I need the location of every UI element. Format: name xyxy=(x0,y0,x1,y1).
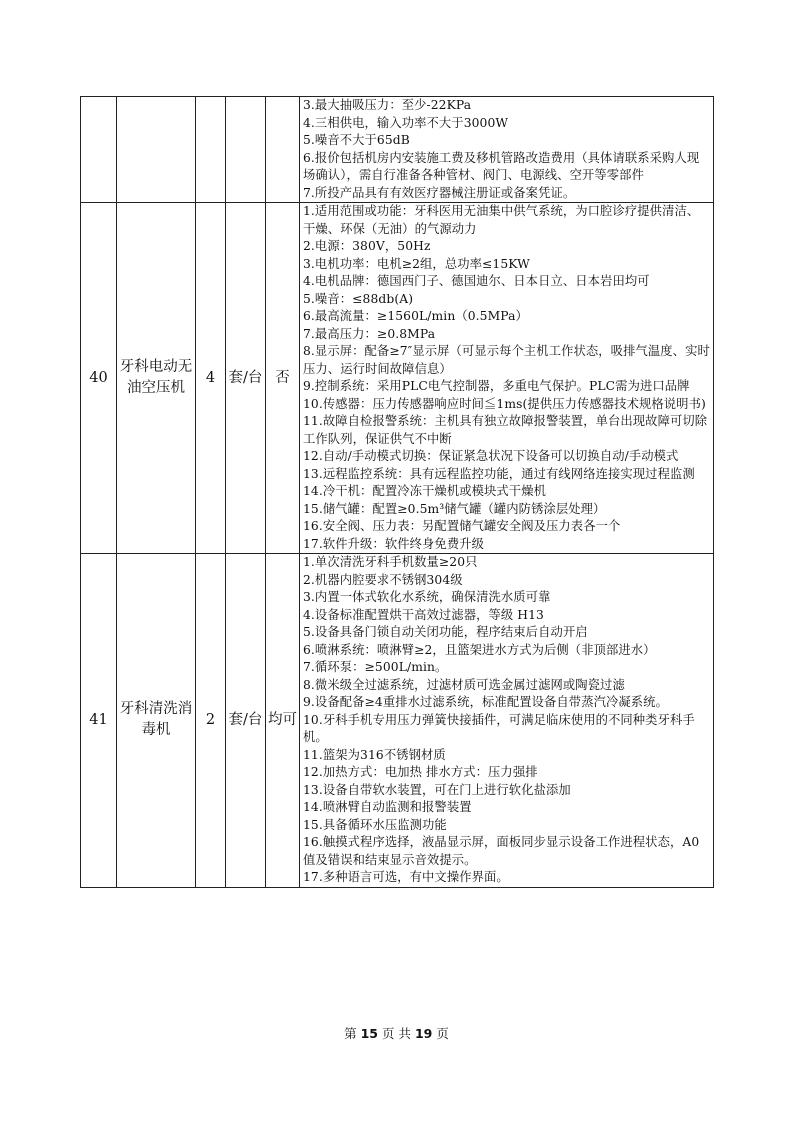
footer-page-number: 15 xyxy=(360,1026,379,1041)
requirement-line: 14.喷淋臂自动监测和报警装置 xyxy=(303,800,472,814)
requirement-line: 7.循环泵：≥500L/min。 xyxy=(303,660,448,674)
requirement-line: 17.软件升级：软件终身免费升级 xyxy=(303,536,485,551)
table-row-41 xyxy=(81,554,714,888)
item-imported: 均可 xyxy=(266,554,300,888)
requirement-line: 7.最高压力：≥0.8MPa xyxy=(303,326,436,341)
requirement-line: 4.电机品牌：德国西门子、德国迪尔、日本日立、日本岩田均可 xyxy=(303,274,650,288)
requirement-line: 3.电机功率：电机≥2组，总功率≤15KW xyxy=(303,256,530,271)
document-page xyxy=(80,96,713,888)
requirement-line: 7.所投产品具有有效医疗器械注册证或备案凭证。 xyxy=(303,185,576,200)
item-name: 牙科清洗消毒机 xyxy=(117,554,196,888)
item-name: 牙科电动无油空压机 xyxy=(117,203,196,554)
requirement-line: 9.设备配备≥4重排水过滤系统，标准配置设备自带蒸汽冷凝系统。 xyxy=(303,695,668,709)
requirement-line: 10.传感器：压力传感器响应时间≦1ms(提供压力传感器技术规格说明书) xyxy=(303,396,706,411)
table-row-40 xyxy=(81,203,714,554)
requirement-line: 6.报价包括机房内安装施工费及移机管路改造费用（具体请联系采购人现场确认），需自行准备各种管材、阀门、电源线、空开等零部件 xyxy=(303,150,700,182)
specification-table xyxy=(80,96,714,888)
cell-unit-empty xyxy=(226,97,266,203)
footer-prefix: 第 xyxy=(344,1026,357,1041)
requirement-line: 1.适用范围或功能：牙科医用无油集中供气系统，为口腔诊疗提供清洁、干燥、环保（无油）的气源动力 xyxy=(303,204,700,236)
requirements-cell xyxy=(300,554,714,888)
requirements-cell xyxy=(300,203,714,554)
item-imported: 否 xyxy=(266,203,300,554)
cell-name-empty xyxy=(117,97,196,203)
requirement-line: 1.单次清洗牙科手机数量≥20只 xyxy=(303,555,478,569)
requirement-line: 8.显示屏：配备≥7″显示屏（可显示每个主机工作状态，吸排气温度、实时压力、运行时间故障信息） xyxy=(303,344,710,376)
requirement-line: 15.具备循环水压监测功能 xyxy=(303,817,447,832)
cell-no-empty xyxy=(81,97,117,203)
requirement-line: 4.设备标准配置烘干高效过滤器，等级 H13 xyxy=(303,607,544,622)
requirement-line: 2.机器内腔要求不锈钢304级 xyxy=(303,572,463,587)
requirement-line: 2.电源：380V，50Hz xyxy=(303,239,431,253)
requirement-line: 14.冷干机：配置冷冻干燥机或模块式干燥机 xyxy=(303,484,547,498)
item-quantity: 2 xyxy=(196,554,226,888)
requirement-line: 3.内置一体式软化水系统，确保清洗水质可靠 xyxy=(303,590,551,604)
requirement-line: 5.噪音不大于65dB xyxy=(303,133,410,147)
cell-imported-empty xyxy=(266,97,300,203)
requirement-line: 15.储气罐：配置≥0.5m³储气罐（罐内防锈涂层处理） xyxy=(303,501,606,516)
requirement-line: 6.最高流量：≥1560L/min（0.5MPa） xyxy=(303,309,528,323)
cell-qty-empty xyxy=(196,97,226,203)
item-unit: 套/台 xyxy=(226,554,266,888)
requirement-line: 5.设备具备门锁自动关闭功能，程序结束后自动开启 xyxy=(303,625,588,639)
requirement-line: 3.最大抽吸压力：至少-22KPa xyxy=(303,98,472,112)
requirement-line: 17.多种语言可选，有中文操作界面。 xyxy=(303,870,509,884)
requirement-line: 10.牙科手机专用压力弹簧快接插件，可满足临床使用的不同种类牙科手机。 xyxy=(303,712,695,744)
table-row-continued xyxy=(81,97,714,203)
requirement-line: 5.噪音：≤88db(A) xyxy=(303,291,414,306)
requirement-line: 16.触摸式程序选择，液晶显示屏，面板同步显示设备工作进程状态，A0值及错误和结束显示音效提示。 xyxy=(303,835,700,867)
requirement-line: 8.微米级全过滤系统，过滤材质可选金属过滤网或陶瓷过滤 xyxy=(303,677,625,692)
requirement-line: 9.控制系统：采用PLC电气控制器，多重电气保护。PLC需为进口品牌 xyxy=(303,379,690,393)
requirement-line: 13.远程监控系统：具有远程监控功能，通过有线网络连接实现过程监测 xyxy=(303,466,695,481)
page-footer xyxy=(0,1025,793,1043)
requirement-line: 4.三相供电，输入功率不大于3000W xyxy=(303,115,509,130)
item-unit: 套/台 xyxy=(226,203,266,554)
requirements-cell xyxy=(300,97,714,203)
requirement-line: 13.设备自带软水装置，可在门上进行软化盐添加 xyxy=(303,782,571,797)
requirement-line: 11.故障自检报警系统：主机具有独立故障报警装置，单台出现故障可切除工作队列，保证供气不中断 xyxy=(303,414,708,446)
requirement-line: 6.喷淋系统：喷淋臂≥2，且篮架进水方式为后侧（非顶部进水） xyxy=(303,642,656,657)
requirement-line: 12.自动/手动模式切换：保证紧急状况下设备可以切换自动/手动模式 xyxy=(303,449,679,463)
footer-total-pages: 19 xyxy=(414,1026,433,1041)
requirement-line: 12.加热方式：电加热 排水方式：压力强排 xyxy=(303,765,538,779)
footer-middle: 页 共 xyxy=(382,1026,411,1041)
requirement-line: 11.篮架为316不锈钢材质 xyxy=(303,747,446,762)
item-number: 41 xyxy=(81,554,117,888)
item-number: 40 xyxy=(81,203,117,554)
item-quantity: 4 xyxy=(196,203,226,554)
requirement-line: 16.安全阀、压力表：另配置储气罐安全阀及压力表各一个 xyxy=(303,519,621,533)
footer-suffix: 页 xyxy=(436,1026,449,1041)
